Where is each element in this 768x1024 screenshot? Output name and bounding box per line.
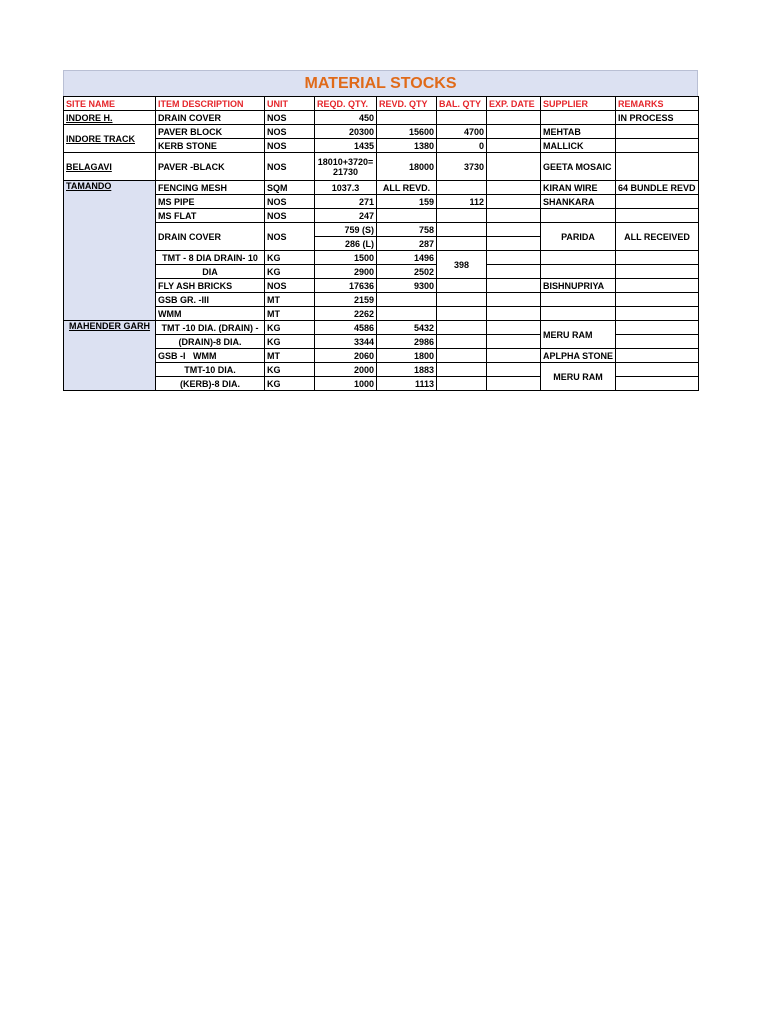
supplier-cell: SHANKARA (541, 195, 616, 209)
header-row (64, 97, 699, 111)
reqd-cell: 17636 (315, 279, 377, 293)
revd-cell: 1800 (377, 349, 437, 363)
supplier-cell: PARIDA (541, 223, 616, 251)
revd-cell: 287 (377, 237, 437, 251)
table-row (64, 293, 699, 307)
remarks-cell: ALL RECEIVED (616, 223, 699, 251)
item-cell: (KERB)-8 DIA. (156, 377, 265, 391)
exp-cell (487, 377, 541, 391)
exp-cell (487, 237, 541, 251)
exp-cell (487, 321, 541, 335)
item-cell: DRAIN COVER (156, 111, 265, 125)
item-cell: FLY ASH BRICKS (156, 279, 265, 293)
exp-cell (487, 335, 541, 349)
table-row (64, 279, 699, 293)
header-bal-qty: BAL. QTY (437, 97, 487, 111)
bal-cell (437, 111, 487, 125)
reqd-cell (315, 153, 377, 181)
revd-cell: 1113 (377, 377, 437, 391)
table-row (64, 125, 699, 139)
revd-cell: 1380 (377, 139, 437, 153)
supplier-cell (541, 307, 616, 321)
revd-cell (377, 307, 437, 321)
bal-cell (437, 279, 487, 293)
remarks-cell (616, 349, 699, 363)
stock-table (63, 96, 699, 391)
unit-cell: NOS (265, 279, 315, 293)
item-cell: TMT-10 DIA. (156, 363, 265, 377)
bal-cell (437, 209, 487, 223)
exp-cell (487, 307, 541, 321)
revd-cell: 2986 (377, 335, 437, 349)
unit-cell: NOS (265, 111, 315, 125)
unit-cell: NOS (265, 139, 315, 153)
header-exp-date: EXP. DATE (487, 97, 541, 111)
exp-cell (487, 125, 541, 139)
revd-cell: 15600 (377, 125, 437, 139)
header-remarks: REMARKS (616, 97, 699, 111)
unit-cell: MT (265, 349, 315, 363)
header-revd-qty: REVD. QTY (377, 97, 437, 111)
header-item-description: ITEM DESCRIPTION (156, 97, 265, 111)
header-site-name: SITE NAME (64, 97, 156, 111)
bal-cell (437, 363, 487, 377)
bal-cell (437, 293, 487, 307)
site-cell: MAHENDER GARH (64, 321, 156, 391)
reqd-cell: 1000 (315, 377, 377, 391)
reqd-cell: 2900 (315, 265, 377, 279)
unit-cell: NOS (265, 125, 315, 139)
supplier-cell: GEETA MOSAIC (541, 153, 616, 181)
unit-cell: KG (265, 251, 315, 265)
unit-cell: KG (265, 377, 315, 391)
unit-cell: NOS (265, 209, 315, 223)
exp-cell (487, 195, 541, 209)
header-supplier: SUPPLIER (541, 97, 616, 111)
unit-cell: MT (265, 307, 315, 321)
exp-cell (487, 139, 541, 153)
table-row (64, 307, 699, 321)
exp-cell (487, 363, 541, 377)
table-row (64, 181, 699, 195)
remarks-cell (616, 265, 699, 279)
reqd-cell: 1435 (315, 139, 377, 153)
revd-cell (377, 209, 437, 223)
supplier-cell: MERU RAM (541, 363, 616, 391)
supplier-cell (541, 293, 616, 307)
unit-cell: KG (265, 321, 315, 335)
reqd-cell: 286 (L) (315, 237, 377, 251)
remarks-cell (616, 125, 699, 139)
item-cell: (DRAIN)-8 DIA. (156, 335, 265, 349)
supplier-cell: KIRAN WIRE (541, 181, 616, 195)
item-cell: KERB STONE (156, 139, 265, 153)
bal-cell: 112 (437, 195, 487, 209)
reqd-cell: 2262 (315, 307, 377, 321)
supplier-cell: MEHTAB (541, 125, 616, 139)
bal-cell (437, 181, 487, 195)
exp-cell (487, 111, 541, 125)
supplier-cell: BISHNUPRIYA (541, 279, 616, 293)
site-cell: INDORE TRACK (64, 125, 156, 153)
table-row (64, 363, 699, 377)
unit-cell: SQM (265, 181, 315, 195)
table-row (64, 195, 699, 209)
item-cell: MS FLAT (156, 209, 265, 223)
bal-cell (437, 377, 487, 391)
exp-cell (487, 223, 541, 237)
unit-cell: NOS (265, 153, 315, 181)
remarks-cell (616, 195, 699, 209)
supplier-cell: MERU RAM (541, 321, 616, 349)
reqd-cell: 247 (315, 209, 377, 223)
remarks-cell (616, 321, 699, 335)
reqd-cell: 3344 (315, 335, 377, 349)
reqd-cell: 450 (315, 111, 377, 125)
unit-cell: KG (265, 335, 315, 349)
remarks-cell (616, 363, 699, 377)
table-row (64, 111, 699, 125)
remarks-cell (616, 279, 699, 293)
exp-cell (487, 349, 541, 363)
supplier-cell (541, 265, 616, 279)
unit-cell: KG (265, 363, 315, 377)
table-row (64, 139, 699, 153)
item-cell: WMM (156, 307, 265, 321)
reqd-cell: 271 (315, 195, 377, 209)
reqd-cell: 4586 (315, 321, 377, 335)
header-unit: UNIT (265, 97, 315, 111)
unit-cell: NOS (265, 195, 315, 209)
remarks-cell (616, 307, 699, 321)
table-row (64, 251, 699, 265)
exp-cell (487, 181, 541, 195)
revd-cell: 1883 (377, 363, 437, 377)
material-stocks-sheet (63, 70, 698, 391)
remarks-cell (616, 209, 699, 223)
reqd-cell: 2159 (315, 293, 377, 307)
exp-cell (487, 251, 541, 265)
revd-cell: 1496 (377, 251, 437, 265)
item-cell: TMT - 8 DIA DRAIN- 10 (156, 251, 265, 265)
exp-cell (487, 265, 541, 279)
table-row (64, 209, 699, 223)
revd-cell: 159 (377, 195, 437, 209)
bal-cell (437, 237, 487, 251)
bal-cell (437, 223, 487, 237)
supplier-cell (541, 209, 616, 223)
bal-cell (437, 349, 487, 363)
supplier-cell: APLPHA STONE (541, 349, 616, 363)
revd-cell: 2502 (377, 265, 437, 279)
site-cell: TAMANDO (64, 181, 156, 321)
bal-cell: 3730 (437, 153, 487, 181)
remarks-cell (616, 293, 699, 307)
reqd-cell: 2000 (315, 363, 377, 377)
item-cell: PAVER BLOCK (156, 125, 265, 139)
item-cell: DIA (156, 265, 265, 279)
revd-cell (377, 293, 437, 307)
unit-cell: NOS (265, 223, 315, 251)
revd-cell (377, 111, 437, 125)
revd-cell: 758 (377, 223, 437, 237)
revd-cell: 9300 (377, 279, 437, 293)
supplier-cell: MALLICK (541, 139, 616, 153)
item-cell: DRAIN COVER (156, 223, 265, 251)
item-cell: PAVER -BLACK (156, 153, 265, 181)
unit-cell: MT (265, 293, 315, 307)
reqd-cell: 2060 (315, 349, 377, 363)
unit-cell: KG (265, 265, 315, 279)
reqd-cell: 759 (S) (315, 223, 377, 237)
remarks-cell: IN PROCESS (616, 111, 699, 125)
reqd-line: 18010+3720= (317, 156, 374, 167)
remarks-cell (616, 377, 699, 391)
table-row (64, 321, 699, 335)
exp-cell (487, 153, 541, 181)
remarks-cell (616, 251, 699, 265)
site-cell: BELAGAVI (64, 153, 156, 181)
bal-cell (437, 335, 487, 349)
bal-cell (437, 321, 487, 335)
exp-cell (487, 279, 541, 293)
revd-cell: 18000 (377, 153, 437, 181)
reqd-cell: 1500 (315, 251, 377, 265)
item-cell: GSB -I WMM (156, 349, 265, 363)
table-row (64, 153, 699, 181)
remarks-cell (616, 153, 699, 181)
bal-cell: 398 (437, 251, 487, 279)
site-cell: INDORE H. (64, 111, 156, 125)
reqd-cell: 20300 (315, 125, 377, 139)
remarks-cell (616, 139, 699, 153)
header-reqd-qty: REQD. QTY. (315, 97, 377, 111)
revd-cell: 5432 (377, 321, 437, 335)
bal-cell: 0 (437, 139, 487, 153)
item-cell: FENCING MESH (156, 181, 265, 195)
bal-cell: 4700 (437, 125, 487, 139)
exp-cell (487, 293, 541, 307)
table-row (64, 223, 699, 237)
supplier-cell (541, 111, 616, 125)
table-row (64, 349, 699, 363)
exp-cell (487, 209, 541, 223)
bal-cell (437, 307, 487, 321)
reqd-cell: 1037.3 (315, 181, 377, 195)
remarks-cell (616, 335, 699, 349)
sheet-title: MATERIAL STOCKS (63, 70, 698, 96)
item-cell: MS PIPE (156, 195, 265, 209)
reqd-line: 21730 (332, 166, 359, 177)
revd-cell: ALL REVD. (377, 181, 437, 195)
supplier-cell (541, 251, 616, 265)
item-cell: GSB GR. -III (156, 293, 265, 307)
remarks-cell: 64 BUNDLE REVD (616, 181, 699, 195)
item-cell: TMT -10 DIA. (DRAIN) - (156, 321, 265, 335)
table-row (64, 265, 699, 279)
